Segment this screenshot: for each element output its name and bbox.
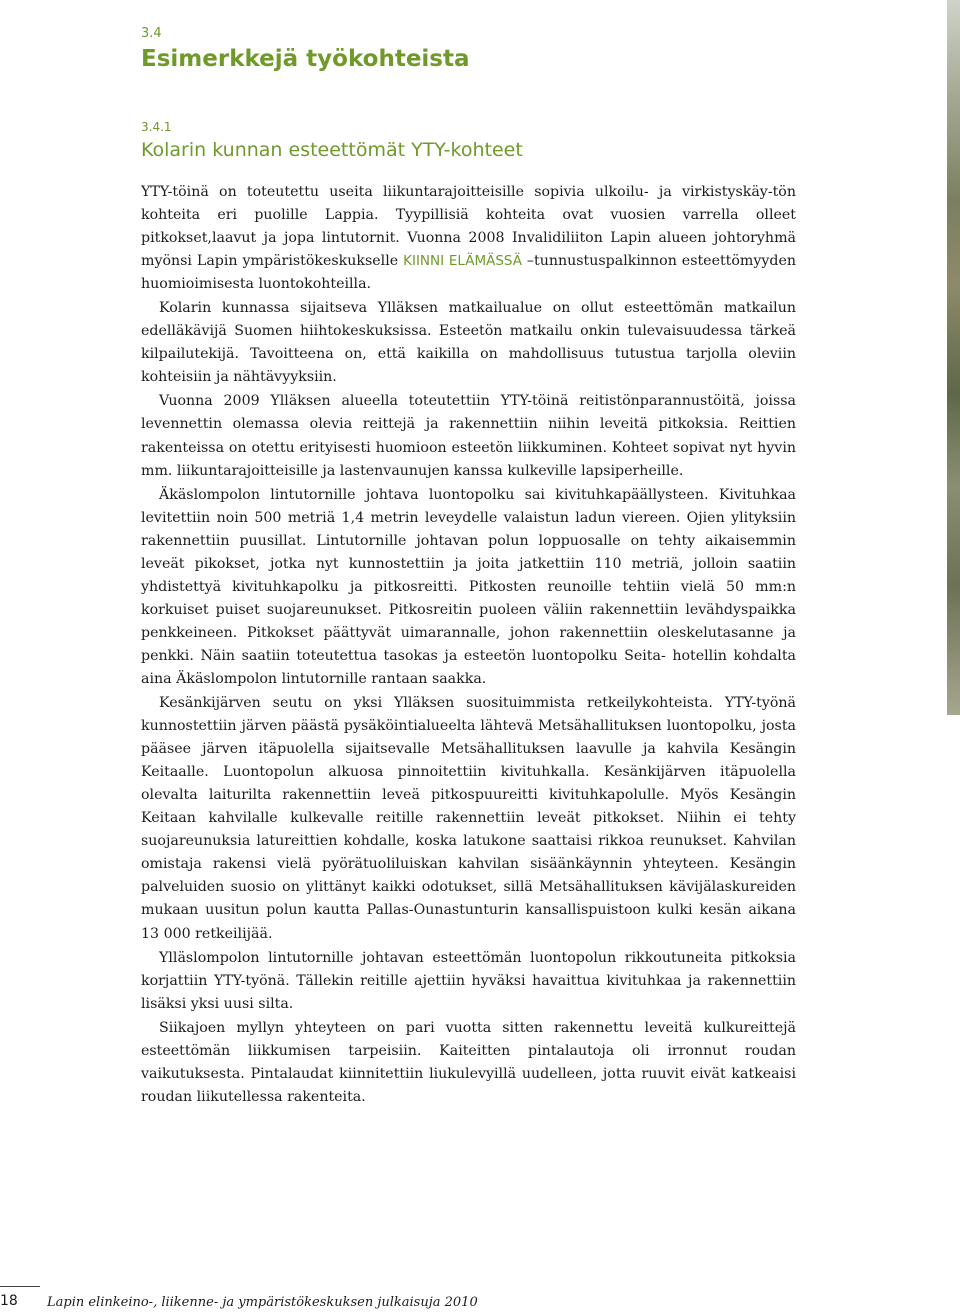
award-name: KIINNI ELÄMÄSSÄ xyxy=(403,253,522,270)
section-title: Esimerkkejä työkohteista xyxy=(141,46,470,72)
paragraph-text: –tunnustuspalkinnon esteettömyyden huomioimisesta luontokohteilla. xyxy=(141,253,797,293)
subsection-number: 3.4.1 xyxy=(141,120,172,134)
article-body xyxy=(141,181,796,1110)
paragraph: Äkäslompolon lintutornille johtava luontopolku sai kivituhkapäällysteen. Kivituhkaa levitettiin noin 500 metriä 1,4 metrin leveydelle valaistun ladun viereen. Ojien ylityksiin rakennettiin puusillat. Lintutornille johtavan polun loppuosalle on tehty aikaisemmin leveät pikokset, jotka nyt kunnostettiin ja joita jatkettiin 110 metriä, jolloin saatiin yhdistettyä kivituhkapolku ja pitkosreitti. Pitkosten reunoille tehtiin vielä 50 mm:n korkuiset puiset suojareunukset. Pitkosreitin puoleen väliin rakennettiin levähdyspaikka penkkeineen. Pitkokset päättyvät uimarannalle, johon rakennettiin oleskelutasanne ja penkki. Näin saatiin toteutettua tasokas ja esteetön luontopolku Seita- hotellin kohdalta aina Äkäslompolon lintutornille rantaan saakka. xyxy=(141,486,796,687)
subsection-title: Kolarin kunnan esteettömät YTY-kohteet xyxy=(141,139,523,161)
publication-title: Lapin elinkeino-, liikenne- ja ympäristökeskuksen julkaisuja 2010 xyxy=(47,1295,478,1310)
edge-photo xyxy=(947,0,960,715)
paragraph: Vuonna 2009 Ylläksen alueella toteutettiin YTY-töinä reitistönparannustöitä, joissa levennettin olemassa olevia reittejä ja rakennettiin niihin leveitä pitkoksia. Reittien rakenteissa on otettu erityisesti huomioon esteetön liikkuminen. Kohteet sopivat nyt hyvin mm. liikuntarajoitteisille ja lastenvaunujen kanssa kulkeville lapsiperheille. xyxy=(141,393,796,479)
footer-rule xyxy=(0,1286,40,1287)
paragraph: Ylläslompolon lintutornille johtavan esteettömän luontopolun rikkoutuneita pitkoksia korjattiin YTY-työnä. Tällekin reitille ajettiin hyväksi havaittua kivituhkaa ja rakennettiin lisäksi yksi uusi silta. xyxy=(141,949,796,1012)
paragraph-text: Vuonna 2008 Invalidiliiton Lapin alueen johtoryhmä myönsi Lapin ympäristökeskukselle xyxy=(141,230,796,270)
paragraph: Siikajoen myllyn yhteyteen on pari vuotta sitten rakennettu leveitä kulkureittejä esteettömän liikkumisen tarpeisiin. Kaiteitten pintalautoja oli irronnut roudan vaikutuksesta. Pintalaudat kiinnitettiin liukulevyillä uudelleen, jotta ruuvit eivät katkeaisi roudan liikutellessa rakenteita. xyxy=(141,1019,796,1105)
paragraph-intro xyxy=(141,181,796,296)
paragraph-text: YTY-töinä on toteutettu useita liikuntarajoitteisille sopivia ulkoilu- ja virkistyskäy-tön kohteita eri puolille Lappia. Tyypillisiä kohteita ovat vuosien varrella olleet pitkokset,laavut ja jopa lintutornit. xyxy=(141,184,796,247)
page-number: 18 xyxy=(0,1293,18,1309)
paragraph: Kesänkijärven seutu on yksi Ylläksen suosituimmista retkeilykohteista. YTY-työnä kunnostettiin järven päästä pysäköintialueelta lähtevä Metsähallituksen luontopolku, josta pääsee järven itäpuolella sijaitsevalle Metsähallituksen laavulle ja kahvila Kesängin Keitaalle. Luontopolun alkuosa pinnoitettiin kivituhkalla. Kesänkijärven itäpuolella olevalta laiturilta rakennettiin leveä pitkospuureitti kivituhkapolulle. Myös Kesängin Keitaan kahvilalle kulkevalle reitille rakennettiin leveät pitkokset. Niihin ei tehty suojareunuksia latureittien kohdalle, koska latukone saattaisi rikkoa reunukset. Kahvilan omistaja rakensi vielä pyörätuoliluiskan kahvilan sisäänkäynnin yhteyteen. Kesängin palveluiden suosio on ylittänyt kaikki odotukset, sillä Metsähallituksen kävijälaskureiden mukaan uusitun polun kautta Pallas-Ounastunturin kansallispuistoon kulki kesän aikana 13 000 retkeilijää. xyxy=(141,695,796,942)
section-number: 3.4 xyxy=(141,26,162,41)
paragraph: Kolarin kunnassa sijaitseva Ylläksen matkailualue on ollut esteettömän matkailun edelläkävijä Suomen hiihtokeskuksissa. Esteetön matkailu onkin tulevaisuudessa tärkeä kilpailutekijä. Tavoitteena on, että kaikilla on mahdollisuus tutustua tarjolla oleviin kohteisiin ja nähtävyyksiin. xyxy=(141,300,796,386)
